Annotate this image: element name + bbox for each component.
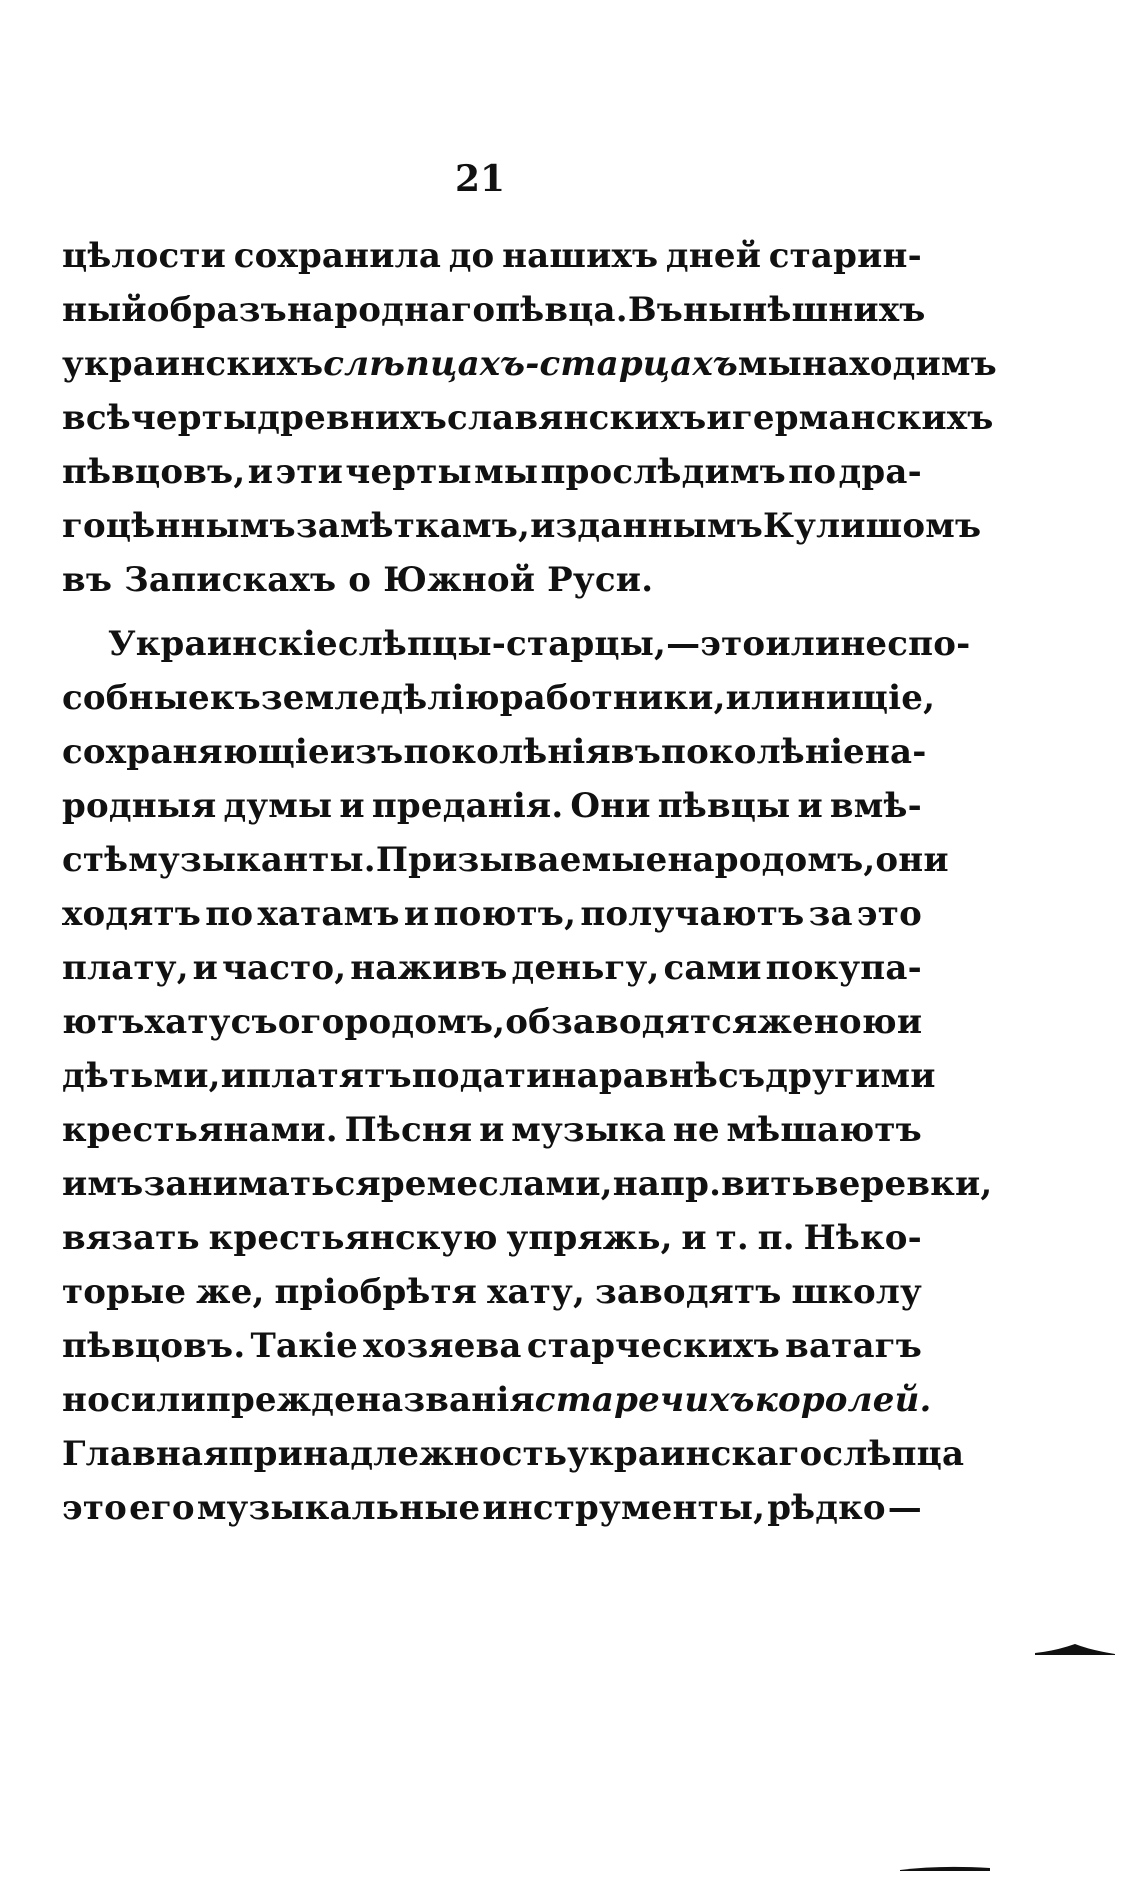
- word: всѣ: [62, 398, 131, 438]
- word: Призываемые: [375, 840, 668, 880]
- text-line: [62, 1326, 922, 1380]
- text-line: [62, 236, 922, 290]
- word: вить: [721, 1164, 815, 1204]
- word: ватагъ: [785, 1326, 922, 1366]
- word: украинскаго: [567, 1434, 823, 1474]
- text-line: [62, 894, 922, 948]
- word: черты: [130, 398, 258, 438]
- word: цѣлости: [62, 236, 227, 276]
- word: это: [62, 1488, 128, 1528]
- word: деньгу,: [511, 948, 660, 988]
- word: съ: [718, 1056, 766, 1096]
- word: и: [192, 948, 219, 988]
- word: германскихъ: [731, 398, 994, 438]
- word: и: [706, 398, 732, 438]
- word: крестьянами.: [62, 1110, 338, 1150]
- word: съ: [230, 1002, 278, 1042]
- word: т.: [715, 1218, 749, 1258]
- text-line: [62, 1218, 922, 1272]
- word: музыка: [511, 1110, 667, 1150]
- word: часто,: [221, 948, 347, 988]
- word: сами: [663, 948, 762, 988]
- word: рѣдко: [767, 1488, 886, 1528]
- word: торые: [62, 1272, 187, 1312]
- word: старечихъ: [534, 1380, 755, 1420]
- word: и: [896, 1002, 923, 1042]
- word: прежде: [205, 1380, 356, 1420]
- text-line: [62, 786, 922, 840]
- word: до: [448, 236, 495, 276]
- word: это: [856, 894, 922, 934]
- word: и: [247, 452, 274, 492]
- word: хату: [144, 1002, 231, 1042]
- word: дѣтьми,: [62, 1056, 221, 1096]
- word: по: [788, 452, 837, 492]
- word: дней: [665, 236, 762, 276]
- printer-ornament-mark: [1035, 1642, 1115, 1656]
- word: Руси.: [547, 560, 654, 600]
- word: женою: [757, 1002, 897, 1042]
- word: за: [808, 894, 853, 934]
- word: мѣшаютъ: [726, 1110, 922, 1150]
- word: не: [672, 1110, 720, 1150]
- text-line: [62, 452, 922, 506]
- word: заниматься: [143, 1164, 381, 1204]
- text-line: [62, 1272, 922, 1326]
- text-line: [62, 290, 926, 344]
- text-line: [62, 344, 997, 398]
- word: они: [875, 840, 949, 880]
- word: работники,: [499, 678, 726, 718]
- word: —: [887, 1488, 922, 1528]
- word: п.: [757, 1218, 795, 1258]
- text-line: [62, 1110, 922, 1164]
- bottom-rule-mark: [900, 1862, 990, 1872]
- word: носили: [62, 1380, 206, 1420]
- word: вмѣ-: [829, 786, 922, 826]
- word: Южной: [383, 560, 536, 600]
- word: гоцѣннымъ: [62, 506, 296, 546]
- word: наживъ: [350, 948, 508, 988]
- word: и: [797, 786, 823, 826]
- text-line: [62, 678, 936, 732]
- word: музыкальные: [196, 1488, 481, 1528]
- word: Украинскіе: [108, 624, 338, 664]
- word: поютъ,: [433, 894, 577, 934]
- word: о: [348, 560, 372, 600]
- word: старин-: [768, 236, 922, 276]
- text-line: [62, 840, 949, 894]
- word: народнаго: [286, 290, 496, 330]
- word: родныя: [62, 786, 217, 826]
- word: къ: [209, 678, 261, 718]
- word: подати: [411, 1056, 552, 1096]
- text-line: [62, 1488, 922, 1542]
- text-line: [62, 1380, 932, 1434]
- word: —: [666, 624, 701, 664]
- word: платятъ: [246, 1056, 412, 1096]
- word: и: [479, 1110, 505, 1150]
- word: Такіе: [250, 1326, 358, 1366]
- word: или: [765, 624, 841, 664]
- word: стѣ: [62, 840, 129, 880]
- word: черты: [345, 452, 472, 492]
- word: королей.: [754, 1380, 932, 1420]
- word: эти: [275, 452, 344, 492]
- word: мы: [737, 344, 802, 384]
- word: музыканты.: [128, 840, 376, 880]
- word: пѣвцовъ.: [62, 1326, 246, 1366]
- word: пѣвцовъ,: [62, 452, 246, 492]
- word: ремеслами,: [380, 1164, 613, 1204]
- page-number: 21: [454, 158, 506, 200]
- word: и: [681, 1218, 707, 1258]
- text-line: [62, 1164, 993, 1218]
- word: старческихъ: [526, 1326, 780, 1366]
- word: заводятъ: [594, 1272, 782, 1312]
- text-line: [62, 1434, 965, 1488]
- word: ютъ: [62, 1002, 145, 1042]
- word: сохраняющіе: [62, 732, 330, 772]
- body-text: [62, 236, 997, 1542]
- word: Нѣко-: [803, 1218, 922, 1258]
- word: обзаводятся: [505, 1002, 758, 1042]
- word: дра-: [838, 452, 922, 492]
- word: плату,: [62, 948, 189, 988]
- word: крестьянскую: [208, 1218, 498, 1258]
- word: хозяева: [363, 1326, 522, 1366]
- word: на-: [864, 732, 927, 772]
- word: принадлежность: [228, 1434, 568, 1474]
- word: славянскихъ: [447, 398, 707, 438]
- word: въ: [62, 560, 113, 600]
- word: нашихъ: [502, 236, 659, 276]
- word: сохранила: [233, 236, 442, 276]
- word: покупа-: [765, 948, 922, 988]
- word: пѣвца.: [495, 290, 628, 330]
- word: собные: [62, 678, 210, 718]
- word: въ: [610, 732, 661, 772]
- word: школу: [791, 1272, 922, 1312]
- word: слѣпцы-старцы,: [337, 624, 667, 664]
- word: изъ: [329, 732, 404, 772]
- text-line: [62, 624, 971, 678]
- word: его: [129, 1488, 195, 1528]
- text-line: [62, 560, 922, 614]
- word: это: [700, 624, 766, 664]
- word: получаютъ: [580, 894, 805, 934]
- word: слѣпца: [822, 1434, 965, 1474]
- word: и: [339, 786, 365, 826]
- word: прослѣдимъ: [540, 452, 786, 492]
- word: нищіе,: [800, 678, 936, 718]
- text-line: [62, 732, 927, 786]
- word: преданія.: [371, 786, 564, 826]
- word: же,: [196, 1272, 265, 1312]
- word: мы: [474, 452, 539, 492]
- word: пріобрѣтя: [274, 1272, 478, 1312]
- word: инструменты,: [482, 1488, 766, 1528]
- text-line: [62, 506, 982, 560]
- word: хатамъ: [257, 894, 400, 934]
- word: напр.: [612, 1164, 722, 1204]
- word: неспо-: [840, 624, 971, 664]
- word: народомъ,: [667, 840, 876, 880]
- text-line: [62, 948, 922, 1002]
- word: веревки,: [814, 1164, 993, 1204]
- word: названія: [356, 1380, 535, 1420]
- word: или: [725, 678, 801, 718]
- word: Главная: [62, 1434, 229, 1474]
- word: находимъ: [801, 344, 997, 384]
- text-line: [62, 1056, 936, 1110]
- word: наравнѣ: [551, 1056, 719, 1096]
- word: и: [403, 894, 430, 934]
- word: Пѣсня: [344, 1110, 473, 1150]
- word: имъ: [62, 1164, 144, 1204]
- paragraph-gap: [62, 614, 922, 624]
- word: украинскихъ: [62, 344, 324, 384]
- word: слѣпцахъ-старцахъ: [323, 344, 738, 384]
- word: изданнымъ: [530, 506, 763, 546]
- word: и: [220, 1056, 247, 1096]
- word: Въ: [627, 290, 684, 330]
- word: образъ: [146, 290, 287, 330]
- word: ный: [62, 290, 147, 330]
- word: Кулишомъ: [762, 506, 982, 546]
- word: нынѣшнихъ: [683, 290, 926, 330]
- word: хату,: [487, 1272, 586, 1312]
- word: упряжь,: [506, 1218, 673, 1258]
- word: огородомъ,: [277, 1002, 506, 1042]
- word: земледѣлію: [260, 678, 500, 718]
- word: замѣткамъ,: [295, 506, 531, 546]
- text-line: [62, 398, 994, 452]
- word: пѣвцы: [657, 786, 791, 826]
- word: другими: [765, 1056, 936, 1096]
- word: ходятъ: [62, 894, 202, 934]
- word: Запискахъ: [124, 560, 337, 600]
- word: древнихъ: [257, 398, 448, 438]
- text-line: [62, 1002, 922, 1056]
- word: Они: [570, 786, 651, 826]
- word: вязать: [62, 1218, 200, 1258]
- word: поколѣніе: [660, 732, 865, 772]
- word: поколѣнія: [403, 732, 611, 772]
- word: думы: [223, 786, 333, 826]
- word: по: [205, 894, 254, 934]
